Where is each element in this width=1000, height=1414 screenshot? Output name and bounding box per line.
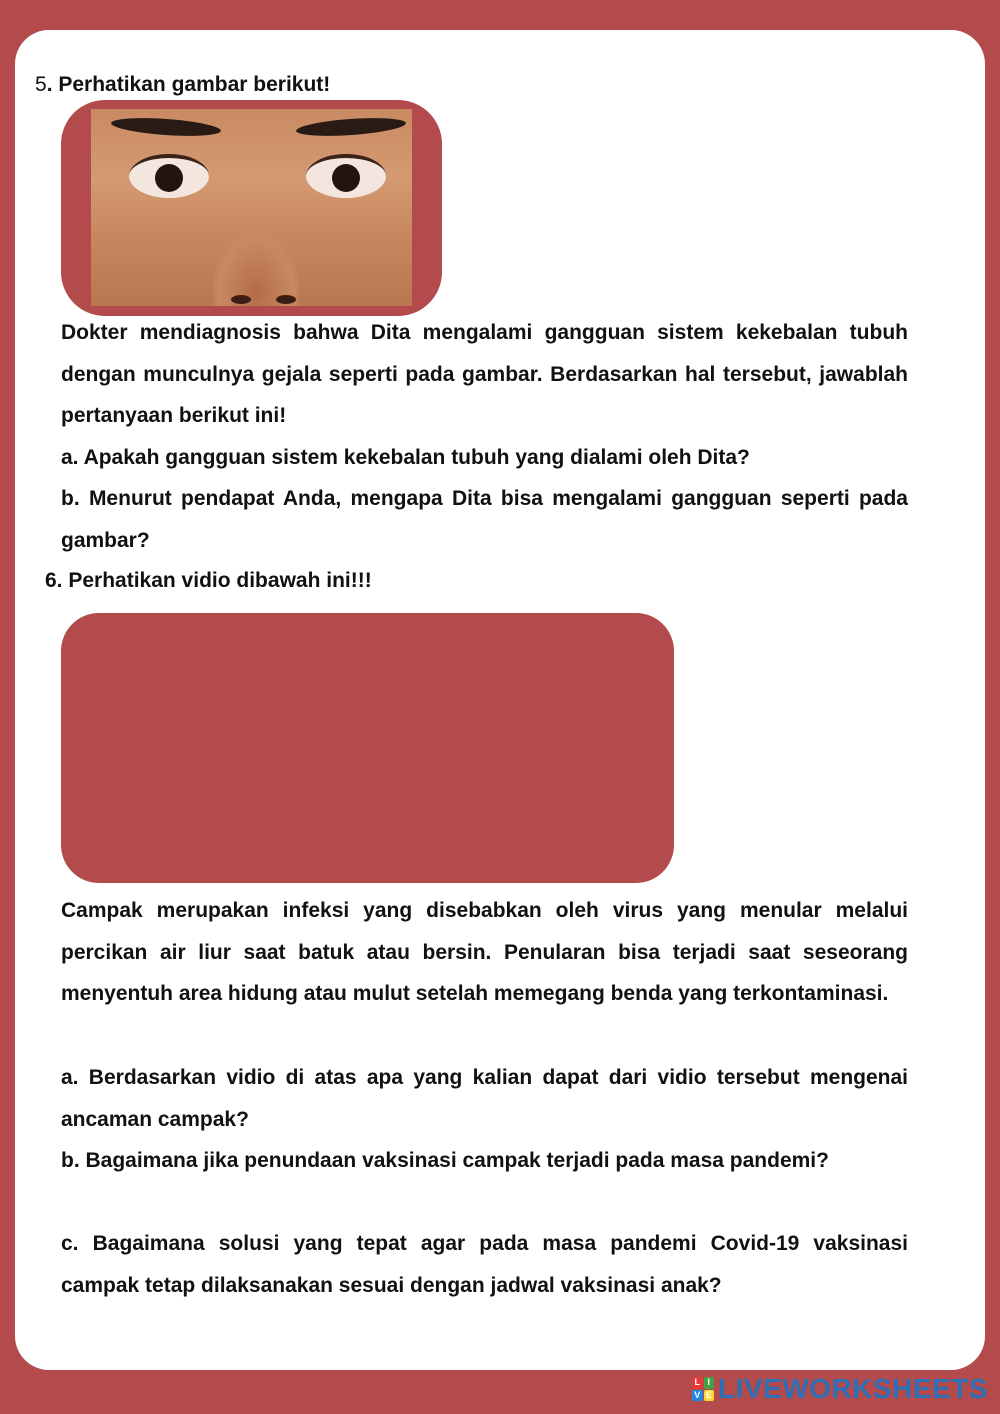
right-eyebrow (296, 115, 407, 139)
eye-photo (91, 109, 412, 306)
left-eye (129, 154, 209, 198)
logo-letter-l: L (692, 1377, 703, 1389)
question-6-title: 6. Perhatikan vidio dibawah ini!!! (45, 569, 372, 592)
liveworksheets-logo-icon (692, 1377, 714, 1401)
question-6-intro: Campak merupakan infeksi yang disebabkan oleh virus yang menular melalui percikan air liur saat batuk atau bersin. Penularan bisa terjadi saat seseorang menyentuh area hidung atau mulut setelah memegang benda yang terkontaminasi. (61, 899, 908, 1005)
right-iris (332, 164, 360, 192)
logo-letter-v: V (692, 1390, 703, 1402)
left-nostril (231, 295, 251, 304)
question-5-intro: Dokter mendiagnosis bahwa Dita mengalami gangguan sistem kekebalan tubuh dengan munculnya gejala seperti pada gambar. Berdasarkan hal tersebut, jawablah pertanyaan berikut ini! (61, 321, 908, 427)
eye-image-frame (61, 100, 442, 316)
liveworksheets-logo (692, 1374, 988, 1404)
question-5-number: 5 (35, 73, 47, 96)
logo-letter-i: I (704, 1377, 715, 1389)
liveworksheets-logo-text: LIVEWORKSHEETS (718, 1373, 988, 1404)
question-6-item-a: a. Berdasarkan vidio di atas apa yang kalian dapat dari vidio tersebut mengenai ancaman campak? (61, 1066, 908, 1131)
left-eyebrow (111, 115, 222, 139)
question-5-title (35, 73, 330, 97)
question-5-item-a: a. Apakah gangguan sistem kekebalan tubuh yang dialami oleh Dita? (61, 446, 750, 469)
question-5-item-b: b. Menurut pendapat Anda, mengapa Dita bisa mengalami gangguan seperti pada gambar? (61, 487, 908, 552)
question-6-item-b: b. Bagaimana jika penundaan vaksinasi campak terjadi pada masa pandemi? (61, 1149, 829, 1172)
video-player[interactable] (61, 613, 674, 883)
right-nostril (276, 295, 296, 304)
right-eye (306, 154, 386, 198)
question-5-heading: . Perhatikan gambar berikut! (46, 73, 331, 96)
question-6-item-c: c. Bagaimana solusi yang tepat agar pada masa pandemi Covid-19 vaksinasi campak tetap dilaksanakan sesuai dengan jadwal vaksinasi anak? (61, 1232, 908, 1297)
left-iris (155, 164, 183, 192)
logo-letter-e: E (704, 1390, 715, 1402)
